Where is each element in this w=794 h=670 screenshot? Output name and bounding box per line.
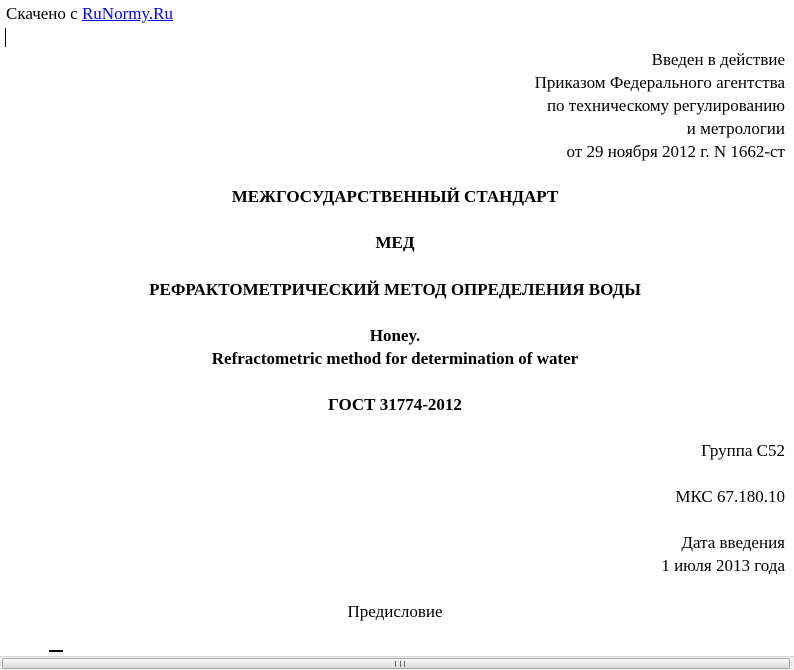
source-line: [6, 3, 173, 25]
product-title: МЕД: [375, 233, 415, 252]
english-title-2: Refractometric method for determination of water: [211, 349, 579, 368]
horizontal-scrollbar[interactable]: [0, 656, 794, 670]
enacted-line-5: от 29 ноября 2012 г. N 1662-ст: [566, 142, 785, 161]
preface-heading: Предисловие: [347, 602, 443, 621]
enacted-line-2: Приказом Федерального агентства: [534, 73, 785, 92]
mks-code: МКС 67.180.10: [675, 487, 785, 506]
gost-code: ГОСТ 31774-2012: [328, 395, 462, 414]
standard-title: МЕЖГОСУДАРСТВЕННЫЙ СТАНДАРТ: [231, 187, 559, 206]
intro-date-label: Дата введения: [681, 533, 785, 552]
partially-visible-paragraph: [49, 645, 63, 656]
source-link[interactable]: RuNormy.Ru: [81, 4, 173, 23]
enacted-line-4: и метрологии: [686, 119, 785, 138]
method-title: РЕФРАКТОМЕТРИЧЕСКИЙ МЕТОД ОПРЕДЕЛЕНИЯ ВОДЫ: [149, 280, 641, 299]
scrollbar-thumb[interactable]: [2, 658, 790, 669]
text-caret: [5, 28, 6, 47]
enacted-line-1: Введен в действие: [651, 50, 785, 69]
intro-date-value: 1 июля 2013 года: [661, 556, 785, 575]
group-code: Группа С52: [701, 441, 785, 460]
enacted-line-3: по техническому регулированию: [546, 96, 785, 115]
english-title-1: Honey.: [369, 326, 421, 345]
grip-icon: [395, 661, 405, 667]
source-prefix: Скачено с: [6, 4, 82, 23]
